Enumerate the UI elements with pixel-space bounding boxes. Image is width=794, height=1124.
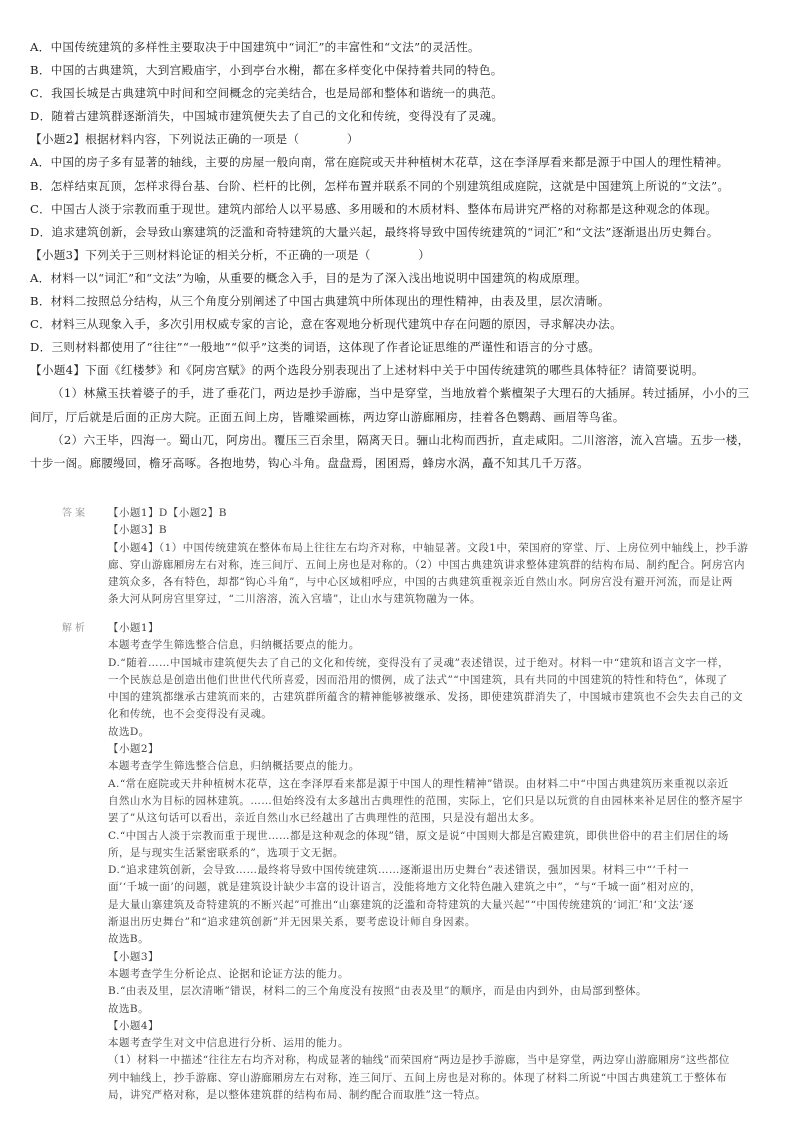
answer-line: 条大河从阿房宫里穿过，“二川溶溶，流入宫墙”，让山水与建筑物融为一体。 [108, 593, 481, 606]
analysis-line: （1）材料一中描述“往往左右均齐对称，构成显著的轴线”而荣国府“两边是抄手游廊，当中是穿堂，两边穿山游廊厢房”这些都位 [108, 1054, 730, 1067]
answer-line: 【小题3】B [108, 524, 168, 537]
analysis-line: 故选B。 [108, 1002, 150, 1015]
answer-line: 廊、穿山游廊厢房左右对称，连三间厅、五间上房也是对称的。（2）中国古典建筑讲求整体建筑群的结构布局、制约配合。阿房宫内 [108, 558, 745, 571]
q3-option-c: C．材料三从现象入手，多次引用权威专家的言论，意在客观地分析现代建筑中存在问题的原因，寻求解决办法。 [30, 317, 622, 332]
q4-excerpt-1-line: （1）林黛玉扶着婆子的手，进了垂花门，两边是抄手游廊，当中是穿堂，当地放着个紫檀架子大理石的大插屏。转过插屏，小小的三 [52, 386, 750, 401]
q2-option-b: B．怎样结束瓦顶，怎样求得台基、台阶、栏杆的比例，怎样布置并联系不同的个别建筑组成庭院，这就是中国建筑上所说的“文法”。 [30, 178, 730, 193]
analysis-line: 故选B。 [108, 933, 150, 946]
answer-block [108, 505, 768, 609]
analysis-line: 本题考查学生筛选整合信息，归纳概括要点的能力。 [108, 639, 360, 652]
q3-stem: 【小题3】下列关于三则材料论证的相关分析，不正确的一项是（ ） [30, 247, 431, 262]
analysis-line: 列中轴线上，抄手游廊、穿山游廊厢房左右对称，连三间厅、五间上房也是对称的。体现了材料二所说“中国古典建筑工于整体布 [108, 1071, 728, 1084]
q4-stem: 【小题4】下面《红楼梦》和《阿房宫赋》的两个选段分别表现出了上述材料中关于中国传统建筑的哪些具体特征？请简要说明。 [30, 363, 704, 378]
analysis-line: 自然山水为目标的园林建筑。……但始终没有太多越出古典理性的范围，实际上，它们只是以玩赏的自由园林来补足居住的整齐屋宇 [108, 794, 744, 807]
q4-excerpt-2-line: 十步一阁。廊腰缦回，檐牙高啄。各抱地势，钩心斗角。盘盘焉，囷囷焉，蜂房水涡，矗不知其几千万落。 [30, 455, 590, 470]
q3-option-b: B．材料二按照总分结构，从三个角度分别阐述了中国古典建筑中所体现出的理性精神，由表及里，层次清晰。 [30, 294, 610, 309]
q1-option-b: B．中国的古典建筑，大到宫殿庙宇，小到亭台水榭，都在多样变化中保持着共同的特色。 [30, 63, 503, 78]
analysis-line: 渐退出历史舞台”和“追求建筑创新”并无因果关系，要考虑设计师自身因素。 [108, 916, 476, 929]
analysis-block [108, 620, 768, 1104]
analysis-line: 面’‘千城一面’的问题，就是建筑设计缺少丰富的设计语言，没能将地方文化特色融入建筑之中”，“与“千城一面”相对应的， [108, 881, 702, 894]
analysis-line: D.“随着……中国城市建筑便失去了自己的文化和传统，变得没有了灵魂”表述错误，过于绝对。材料一中“建筑和语言文字一样， [108, 656, 730, 669]
q3-option-d: D．三则材料都使用了“往往”“一般地”“似乎”这类的词语，这体现了作者论证思维的严谨性和语言的分寸感。 [30, 340, 601, 355]
analysis-line: 一个民族总是创造出他们世世代代所喜爱，因而沿用的惯例，成了法式”“中国建筑，具有共同的中国建筑的特性和特色”，体现了 [108, 673, 728, 686]
q2-option-c: C．中国古人淡于宗教而重于现世。建筑内部给人以平易感、多用暖和的木质材料、整体布局讲究严格的对称都是这种观念的体现。 [30, 201, 718, 216]
q1-option-d: D．随着古建筑群逐渐消失，中国城市建筑便失去了自己的文化和传统，变得没有了灵魂。 [30, 109, 504, 124]
analysis-line: 本题考查学生分析论点、论据和论证方法的能力。 [108, 967, 349, 980]
analysis-line: 本题考查学生筛选整合信息，归纳概括要点的能力。 [108, 760, 360, 773]
analysis-line: 罢了”从这句话可以看出，亲近自然山水已经越出了古典理性的范围，只是没有超出太多。 [108, 812, 541, 825]
analysis-line: C.“中国古人淡于宗教而重于现世……都是这种观念的体现”错，原文是说“中国则大都是宫殿建筑，即供世俗中的君主们居住的场 [108, 829, 729, 842]
analysis-line: 故选D。 [108, 725, 150, 738]
analysis-label: 解析 [62, 623, 88, 634]
analysis-line: 【小题1】 [108, 622, 159, 634]
analysis-line: 【小题4】 [108, 1019, 159, 1032]
analysis-line: 所，是与现实生活紧密联系的”，选项于文无据。 [108, 846, 344, 859]
q4-excerpt-1-line: 间厅，厅后就是后面的正房大院。正面五间上房，皆雕梁画栋，两边穿山游廊厢房，挂着各色鹦鹉、画眉等鸟雀。 [30, 409, 625, 424]
analysis-line: 局，讲究严格对称，是以整体建筑群的结构布局、制约配合而取胜”这一特点。 [108, 1089, 487, 1102]
q1-option-c: C．我国长城是古典建筑中时间和空间概念的完美结合，也是局部和整体和谐统一的典范。 [30, 86, 504, 101]
q2-option-d: D．追求建筑创新，会导致山寨建筑的泛滥和奇特建筑的大量兴起，最终将导致中国传统建筑的“词汇”和“文法”逐渐退出历史舞台。 [30, 224, 719, 239]
analysis-line: 本题考查学生对文中信息进行分析、运用的能力。 [108, 1037, 349, 1050]
answer-line: 建筑众多，各有特色，却都“钩心斗角”，与中心区域相呼应，中国的古典建筑重视亲近自然山水。阿房宫没有避开河流，而是让两 [108, 576, 733, 589]
analysis-line: 是大量山寨建筑及奇特建筑的不断兴起”可推出“山寨建筑的泛滥和奇特建筑的大量兴起”“中国传统建筑的‘词汇’和‘文法’逐 [108, 898, 694, 911]
answer-line: 【小题4】（1）中国传统建筑在整体布局上往往左右均齐对称，中轴显著。文段1中，荣国府的穿堂、厅、上房位列中轴线上，抄手游 [108, 541, 749, 554]
q3-option-a: A．材料一以“词汇”和“文法”为喻，从重要的概念入手，目的是为了深入浅出地说明中国建筑的构成原理。 [30, 270, 587, 285]
analysis-line: 化和传统，也不会变得没有灵魂。 [108, 708, 273, 721]
q1-option-a: A．中国传统建筑的多样性主要取决于中国建筑中“词汇”的丰富性和“文法”的灵活性。 [30, 40, 480, 54]
analysis-line: A.“常在庭院或天井种植树木花草，这在李泽厚看来都是源于中国人的理性精神”错误。由材料二中“中国古典建筑历来重视以亲近 [108, 777, 729, 790]
analysis-line: D.“追求建筑创新，会导致……最终将导致中国传统建筑……逐渐退出历史舞台”表述错误，强加因果。材料三中“‘千村一 [108, 864, 690, 877]
answer-line: 【小题1】D【小题2】B [108, 507, 227, 519]
analysis-line: 【小题3】 [108, 950, 159, 963]
question-block [30, 36, 770, 475]
analysis-line: 【小题2】 [108, 743, 159, 756]
q2-option-a: A．中国的房子多有显著的轴线，主要的房屋一般向南，常在庭院或天井种植树木花草，这在李泽厚看来都是源于中国人的理性精神。 [30, 155, 729, 170]
analysis-line: 中国的建筑都继承古建筑而来的，古建筑群所蕴含的精神能够被继承、发扬，即使建筑群消失了，中国城市建筑也不会失去自己的文 [108, 691, 744, 704]
answer-label: 答案 [62, 508, 88, 519]
analysis-line: B.“由表及里，层次清晰”错误，材料二的三个角度没有按照“由表及里”的顺序，而是由内到外，由局部到整体。 [108, 985, 647, 998]
q2-stem: 【小题2】根据材料内容，下列说法正确的一项是（ ） [30, 132, 359, 147]
q4-excerpt-2-line: （2）六王毕，四海一。蜀山兀，阿房出。覆压三百余里，隔离天日。骊山北构而西折，直走咸阳。二川溶溶，流入宫墙。五步一楼， [52, 432, 750, 447]
